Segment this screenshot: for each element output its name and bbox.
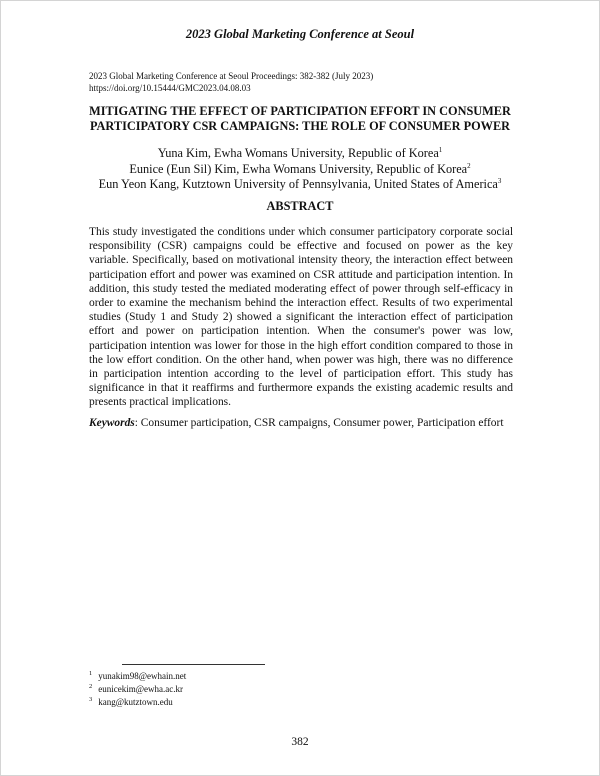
footnotes [89,670,389,709]
footnote-mark: 1 [438,146,443,154]
proceedings-line: 2023 Global Marketing Conference at Seoul Proceedings: 382-382 (July 2023) [89,71,374,81]
author-list [60,146,540,193]
page-number: 382 [291,736,309,748]
abstract-heading: ABSTRACT [266,199,334,213]
author-affiliation: Yuna Kim, Ewha Womans University, Republic of Korea [157,146,439,160]
footnote-mark: 2 [467,161,471,170]
author-line [60,162,540,178]
author-affiliation: Eun Yeon Kang, Kutztown University of Pennsylvania, United States of America [98,177,498,191]
abstract-body: This study investigated the conditions under which consumer participatory corporate social responsibility (CSR) campaigns could be effective and focused on power as the key variable. Specifically, based on motivational intensity theory, the interaction effect between participation effort and power was examined on CSR attitude and participation intention. In addition, this study tested the mediated moderating effect of power through self-efficacy in order to examine the mechanism behind the interaction effect. Results of two experimental studies (Study 1 and Study 2) showed a significant the interaction effect of participation effort and power on participation intention. When the consumer's power was low, participation intention was lower for those in the high effort condition compared to those in the low effort condition. On the other hand, when power was high, there was no difference in participation intention according to the level of participation effort. This study has significance in that it reaffirms and furthermore expands the existing academic results and presents practical implications. [89,226,513,409]
footnote-mark: 2 [89,683,93,690]
footnote-email: kang@kutztown.edu [98,697,173,707]
footnote-email: yunakim98@ewhain.net [98,671,187,681]
footnote-email: eunicekim@ewha.ac.kr [98,684,183,694]
footnote-mark: 3 [497,177,502,185]
footnote-mark: 3 [89,696,93,703]
footnote [89,696,389,709]
keywords [89,416,513,430]
title-line-1: MITIGATING THE EFFECT OF PARTICIPATION EFFORT IN CONSUMER [89,104,511,118]
author-line [60,146,540,162]
footnote-mark: 1 [89,670,93,677]
author-line [60,177,540,193]
footnote [89,670,389,683]
running-head: 2023 Global Marketing Conference at Seoul [185,27,415,41]
proceedings-info [89,70,519,94]
footnote [89,683,389,696]
paper-title [80,104,520,134]
doi-link[interactable]: https://doi.org/10.15444/GMC2023.04.08.03 [89,83,251,93]
footnote-divider [122,664,265,665]
title-line-2: PARTICIPATORY CSR CAMPAIGNS: THE ROLE OF CONSUMER POWER [89,119,511,133]
keywords-label: Keywords [89,417,135,429]
keywords-text: : Consumer participation, CSR campaigns, Consumer power, Participation effort [134,417,504,429]
author-affiliation: Eunice (Eun Sil) Kim, Ewha Womans University, Republic of Korea [129,161,468,176]
